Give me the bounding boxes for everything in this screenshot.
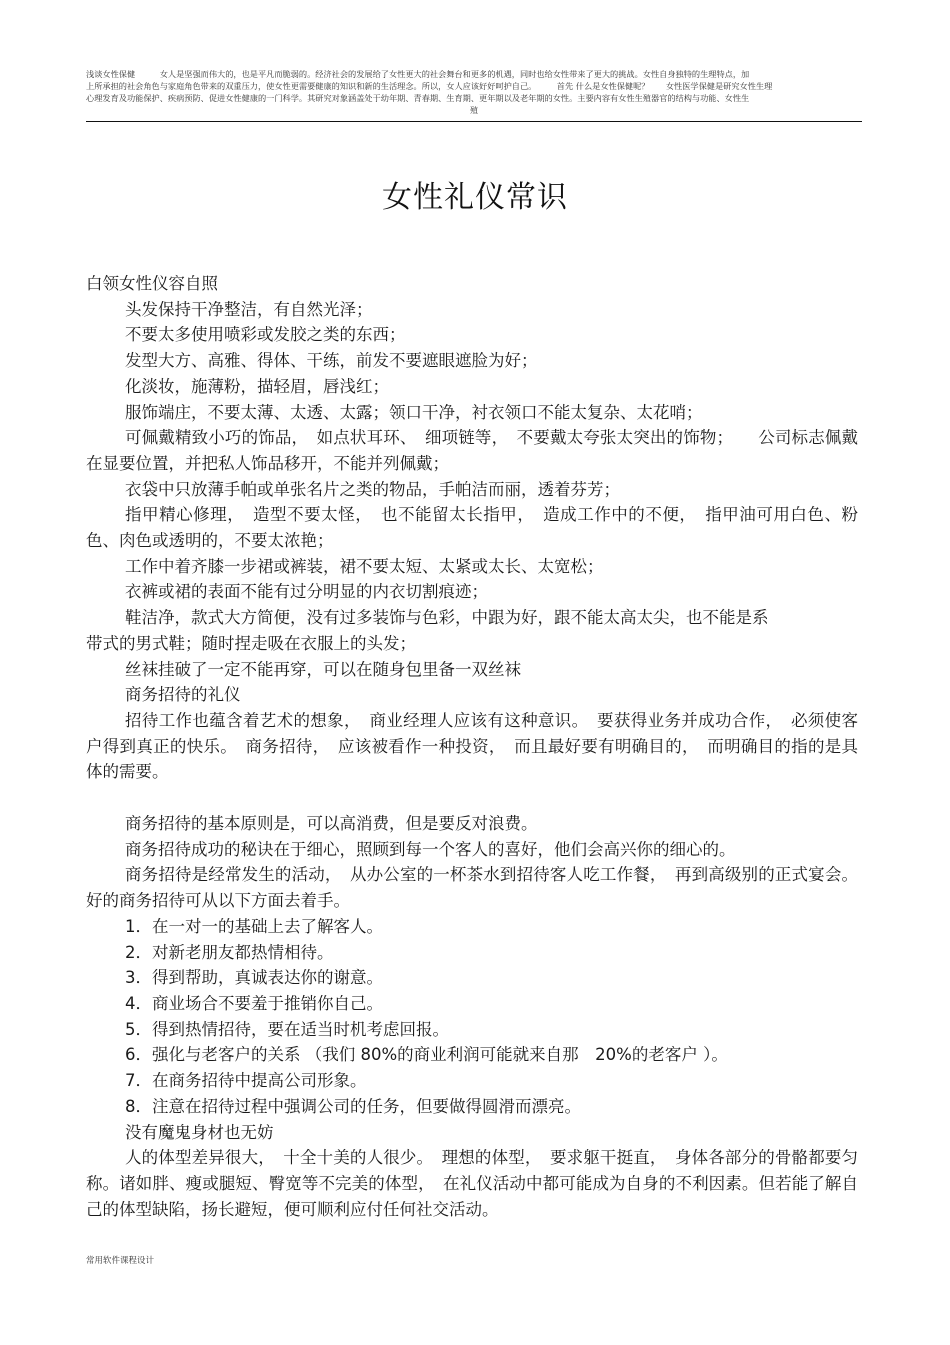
- paragraph: 工作中着齐膝一步裙或裤装，裙不要太短、太紧或太长、太宽松；: [125, 556, 604, 576]
- paragraph: 鞋洁净，款式大方简便，没有过多装饰与色彩，中跟为好，跟不能太高太尖，也不能是系: [125, 608, 769, 628]
- paragraph: 服饰端庄，不要太薄、太透、太露；领口干净，衬衣领口不能太复杂、太花哨；: [125, 402, 703, 422]
- paragraph: 不要太多使用喷彩或发胶之类的东西；: [125, 325, 406, 345]
- header-line: 心理发育及功能保护、疾病预防、促进女性健康的一门科学。其研究对象涵盖处于幼年期、青春期、生育期、更年期以及老年期的女性。主要内容有女性生殖器官的结构与功能、女性生: [86, 93, 750, 103]
- header-line: 上所承担的社会角色与家庭角色带来的双重压力，使女性更需要健康的知识和新的生活理念。所以，女人应该好好呵护自己。 首先 什么是女性保健呢？ 女性医学保健是研究女性生理: [86, 81, 773, 91]
- header-line: 殖: [469, 105, 479, 115]
- list-item: 7．在商务招待中提高公司形象。: [125, 1071, 367, 1091]
- paragraph: 商务招待是经常发生的活动， 从办公室的一杯茶水到招待客人吃工作餐， 再到高级别的正式宴会。好的商务招待可从以下方面去着手。: [86, 865, 858, 911]
- page-title: 女性礼仪常识: [382, 180, 568, 215]
- paragraph: 招待工作也蕴含着艺术的想象， 商业经理人应该有这种意识。 要获得业务并成功合作， 必须使客户得到真正的快乐。 商务招待， 应该被看作一种投资， 而且最好要有明确目的， 而明确目的指的是具体的需要。: [86, 710, 858, 782]
- page-header: [86, 68, 862, 116]
- section-heading: 白领女性仪容自照: [86, 274, 218, 293]
- list-item: 3．得到帮助，真诚表达你的谢意。: [125, 968, 383, 988]
- paragraph: 商务招待的基本原则是，可以高消费，但是要反对浪费。: [125, 814, 538, 834]
- list-item: 8．注意在招待过程中强调公司的任务，但要做得圆滑而漂亮。: [125, 1096, 581, 1116]
- spacer: [86, 785, 858, 811]
- paragraph: 指甲精心修理， 造型不要太怪， 也不能留太长指甲， 造成工作中的不便， 指甲油可用白色、粉色、肉色或透明的，不要太浓艳；: [86, 505, 858, 551]
- list-item: 4．商业场合不要羞于推销你自己。: [125, 993, 383, 1013]
- paragraph: 人的体型差异很大， 十全十美的人很少。 理想的体型， 要求躯干挺直， 身体各部分的骨骼都要匀称。诸如胖、瘦或腿短、臀宽等不完美的体型， 在礼仪活动中都可能成为自身的不利因素。但若能了解自己的体型缺陷，扬长避短，便可顺利应付任何社交活动。: [86, 1148, 858, 1219]
- paragraph: 衣袋中只放薄手帕或单张名片之类的物品，手帕洁而丽，透着芬芳；: [125, 479, 620, 499]
- paragraph: 商务招待成功的秘诀在于细心，照顾到每一个客人的喜好，他们会高兴你的细心的。: [125, 839, 736, 859]
- paragraph: 丝袜挂破了一定不能再穿，可以在随身包里备一双丝袜: [125, 659, 521, 679]
- list-item: 6．强化与老客户的关系 （我们 80%的商业利润可能就来自那 20%的老客户 ）。: [125, 1045, 728, 1065]
- section-heading: 商务招待的礼仪: [125, 685, 241, 705]
- header-line: 浅谈女性保健 女人是坚强而伟大的，也是平凡而脆弱的。经济社会的发展给了女性更大的社会舞台和更多的机遇，同时也给女性带来了更大的挑战。女性自身独特的生理特点，加: [86, 69, 750, 79]
- list-item: 5．得到热情招待，要在适当时机考虑回报。: [125, 1019, 449, 1039]
- paragraph: 头发保持干净整洁，有自然光泽；: [125, 299, 373, 319]
- paragraph: 化淡妆，施薄粉，描轻眉，唇浅红；: [125, 376, 389, 396]
- header-divider: [86, 121, 862, 122]
- paragraph: 可佩戴精致小巧的饰品， 如点状耳环、 细项链等， 不要戴太夸张太突出的饰物； 公司标志佩戴在显要位置，并把私人饰品移开，不能并列佩戴；: [86, 428, 858, 473]
- list-item: 2．对新老朋友都热情相待。: [125, 942, 334, 962]
- paragraph: 发型大方、高雅、得体、干练，前发不要遮眼遮脸为好；: [125, 351, 538, 371]
- list-item: 1．在一对一的基础上去了解客人。: [125, 916, 383, 936]
- section-heading: 没有魔鬼身材也无妨: [125, 1122, 274, 1142]
- paragraph: 带式的男式鞋；随时捏走吸在衣服上的头发；: [86, 633, 416, 653]
- document-body: [86, 271, 858, 1222]
- paragraph: 衣裤或裙的表面不能有过分明显的内衣切割痕迹；: [125, 582, 488, 602]
- page-footer: 常用软件课程设计: [86, 1256, 155, 1266]
